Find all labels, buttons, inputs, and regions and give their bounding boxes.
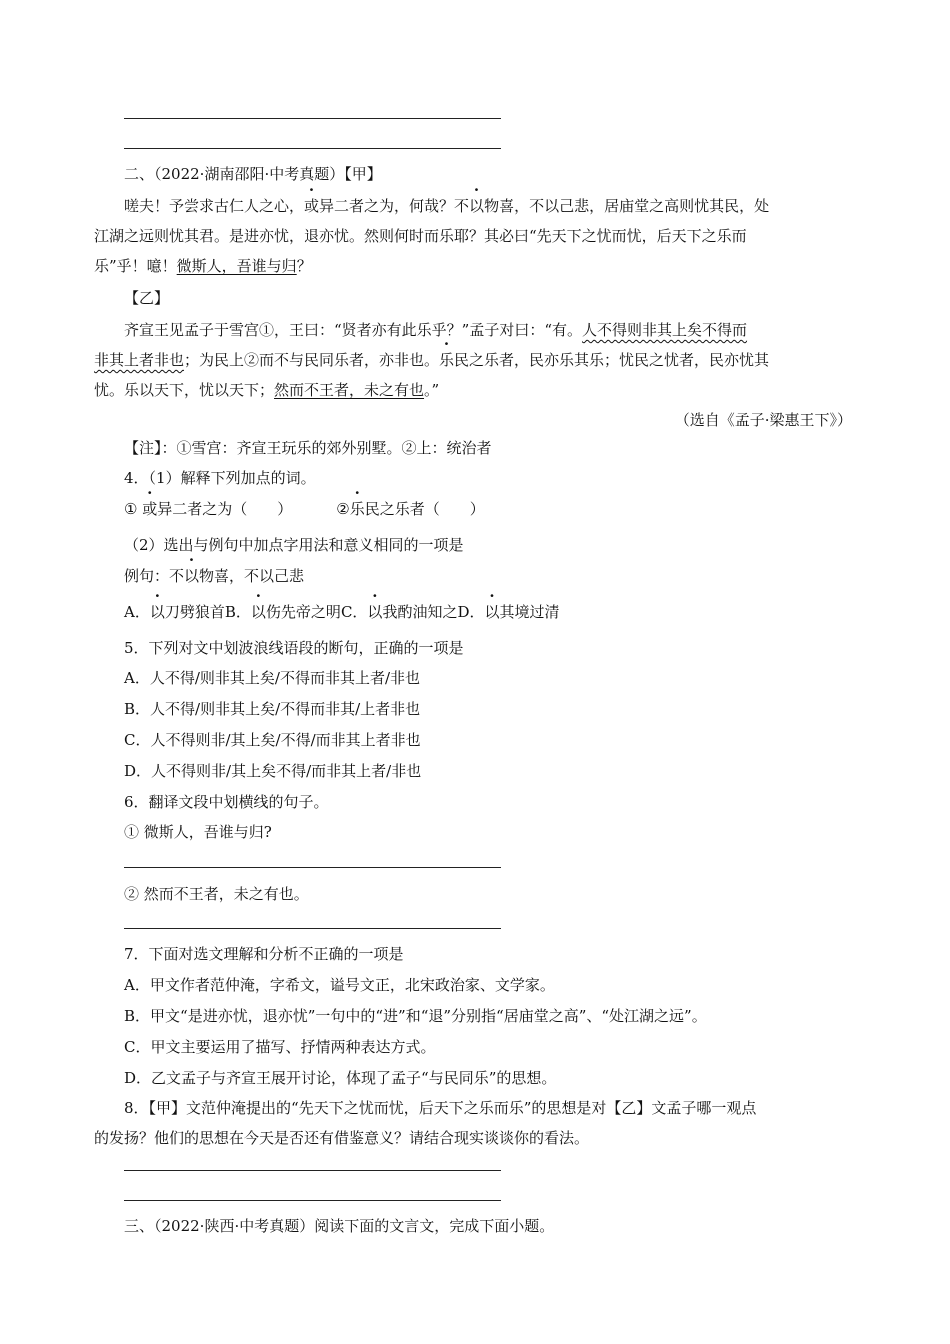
q4-items: ① 或异二者之为（ ） ②乐民之乐者（ ） xyxy=(124,500,485,518)
q8-line1: 8．【甲】文范仲淹提出的“先天下之忧而忧，后天下之乐而乐”的思想是对【乙】文孟子哪一观点 xyxy=(124,1099,757,1117)
q6-item2: ② 然而不王者，未之有也。 xyxy=(124,885,309,903)
yi-passage-line3: 忧。乐以天下，忧以天下；然而不王者，未之有也。” xyxy=(94,381,440,399)
answer-line[interactable] xyxy=(124,867,501,868)
q7-option-b: B．甲文“是进亦忧，退亦忧”一句中的“进”和“退”分别指“居庙堂之高”、“处江湖之远”。 xyxy=(124,1007,707,1025)
answer-line[interactable] xyxy=(124,1170,501,1171)
wavy-underlined-text: 人不得则非其上矣不得而 xyxy=(582,321,748,339)
answer-line[interactable] xyxy=(124,148,501,149)
q4-title: 4．（1）解释下列加点的词。 xyxy=(124,469,316,487)
underlined-sentence: 然而不王者，未之有也 xyxy=(274,381,425,399)
emphasis-dot: 以 xyxy=(149,603,165,621)
footnote: 【注】：①雪宫：齐宣王玩乐的郊外别墅。②上：统治者 xyxy=(124,439,492,457)
q5-title: 5．下列对文中划波浪线语段的断句，正确的一项是 xyxy=(124,639,464,657)
yi-passage-line2: 非其上者非也；为民上②而不与民同乐者，亦非也。乐民之乐者，民亦乐其乐；忧民之忧者，民亦忧其 xyxy=(94,351,770,369)
q7-option-a: A．甲文作者范仲淹，字希文，谥号文正，北宋政治家、文学家。 xyxy=(124,976,555,994)
emphasis-dot: 或 xyxy=(142,500,158,518)
q4-subquestion: （2）选出与例句中加点字用法和意义相同的一项是 xyxy=(124,536,464,554)
jia-passage-line2: 江湖之远则忧其君。是进亦忧，退亦忧。然则何时而乐耶？其必曰“先天下之忧而忧，后天下之乐而 xyxy=(94,227,747,245)
emphasis-dot: 乐 xyxy=(349,500,365,518)
q5-option-c: C．人不得则非/其上矣/不得/而非其上者非也 xyxy=(124,731,421,749)
emphasis-dot: 或 xyxy=(304,197,320,215)
source-citation: （选自《孟子·梁惠王下》） xyxy=(674,411,852,429)
emphasis-dot: 以 xyxy=(484,603,500,621)
q8-line2: 的发扬？他们的思想在今天是否还有借鉴意义？请结合现实谈谈你的看法。 xyxy=(94,1129,590,1147)
underlined-sentence: 微斯人，吾谁与归 xyxy=(176,257,297,275)
q6-title: 6．翻译文段中划横线的句子。 xyxy=(124,793,329,811)
emphasis-dot: 乐 xyxy=(439,351,455,369)
q5-option-b: B．人不得/则非其上矣/不得而非其/上者非也 xyxy=(124,700,421,718)
section2-heading: 二、（2022·湖南邵阳·中考真题）【甲】 xyxy=(124,165,382,183)
q5-option-d: D．人不得则非/其上矣不得/而非其上者/非也 xyxy=(124,762,422,780)
q4-example: 例句：不以物喜，不以己悲 xyxy=(124,567,305,585)
jia-passage-line3: 乐”乎！噫！微斯人，吾谁与归？ xyxy=(94,257,312,275)
yi-passage-line1: 齐宣王见孟子于雪宫①，王曰：“贤者亦有此乐乎？”孟子对曰：“有。人不得则非其上矣不得而 xyxy=(124,321,748,339)
wavy-underlined-text: 非其上者非也 xyxy=(94,351,185,369)
emphasis-dot: 以 xyxy=(367,603,383,621)
answer-line[interactable] xyxy=(124,928,501,929)
answer-line[interactable] xyxy=(124,1200,501,1201)
q7-option-c: C．甲文主要运用了描写、抒情两种表达方式。 xyxy=(124,1038,436,1056)
q5-option-a: A．人不得/则非其上矣/不得而非其上者/非也 xyxy=(124,669,420,687)
answer-line[interactable] xyxy=(124,118,501,119)
jia-passage-line1: 嗟夫！予尝求古仁人之心，或异二者之为，何哉？不以物喜，不以己悲，居庙堂之高则忧其民，处 xyxy=(124,197,770,215)
q6-item1: ① 微斯人，吾谁与归? xyxy=(124,823,272,841)
emphasis-dot: 以 xyxy=(250,603,266,621)
q7-option-d: D．乙文孟子与齐宣王展开讨论，体现了孟子“与民同乐”的思想。 xyxy=(124,1069,557,1087)
section3-heading: 三、（2022·陕西·中考真题）阅读下面的文言文，完成下面小题。 xyxy=(124,1217,555,1235)
emphasis-dot: 以 xyxy=(184,567,200,585)
emphasis-dot: 以 xyxy=(469,197,485,215)
yi-label: 【乙】 xyxy=(124,289,170,307)
q4-options: A．以刀劈狼首B．以伤先帝之明C．以我酌油知之D．以其境过清 xyxy=(124,603,560,621)
q7-title: 7．下面对选文理解和分析不正确的一项是 xyxy=(124,945,404,963)
